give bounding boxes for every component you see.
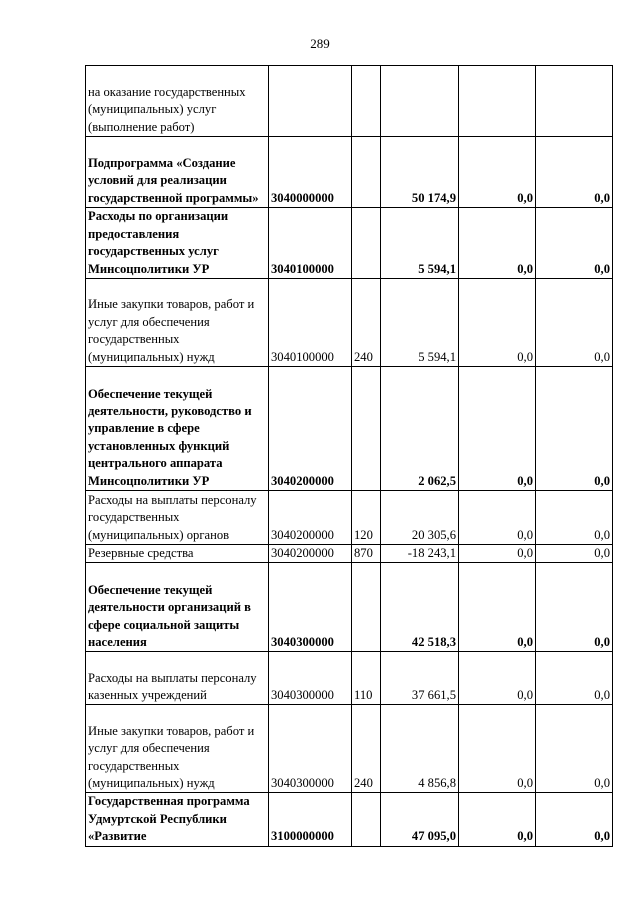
row-name: Расходы на выплаты персоналу государственных (муниципальных) органов — [86, 491, 269, 545]
row-value-3: 0,0 — [536, 563, 613, 652]
row-code — [269, 66, 352, 137]
table-row — [86, 793, 613, 846]
table-row — [86, 563, 613, 652]
row-value-3: 0,0 — [536, 279, 613, 367]
row-expense-type — [352, 563, 381, 652]
page-number: 289 — [310, 36, 330, 51]
row-expense-type — [352, 367, 381, 491]
table-row — [86, 491, 613, 545]
row-code: 3040300000 — [269, 705, 352, 793]
row-value-1: 5 594,1 — [381, 208, 459, 279]
row-value-1: 2 062,5 — [381, 367, 459, 491]
row-value-2: 0,0 — [459, 279, 536, 367]
row-code: 3040000000 — [269, 137, 352, 208]
row-value-2 — [459, 66, 536, 137]
row-code: 3040100000 — [269, 208, 352, 279]
row-expense-type: 240 — [352, 279, 381, 367]
row-name: Обеспечение текущей деятельности, руководство и управление в сфере установленных функций центрального аппарата Минсоцполитики УР — [86, 367, 269, 491]
row-expense-type: 110 — [352, 652, 381, 705]
row-value-3: 0,0 — [536, 705, 613, 793]
row-expense-type — [352, 208, 381, 279]
row-name: на оказание государственных (муниципальных) услуг (выполнение работ) — [86, 66, 269, 137]
row-expense-type: 240 — [352, 705, 381, 793]
row-value-3: 0,0 — [536, 137, 613, 208]
row-code: 3100000000 — [269, 793, 352, 846]
row-name: Резервные средства — [86, 545, 269, 563]
row-value-3: 0,0 — [536, 491, 613, 545]
row-value-2: 0,0 — [459, 137, 536, 208]
table-row — [86, 208, 613, 279]
budget-table — [85, 65, 613, 847]
row-name: Подпрограмма «Создание условий для реализации государственной программы» — [86, 137, 269, 208]
row-value-1 — [381, 66, 459, 137]
row-code: 3040200000 — [269, 491, 352, 545]
table-row — [86, 545, 613, 563]
row-expense-type: 870 — [352, 545, 381, 563]
row-value-2: 0,0 — [459, 367, 536, 491]
row-value-2: 0,0 — [459, 793, 536, 846]
row-expense-type — [352, 793, 381, 846]
row-value-1: 5 594,1 — [381, 279, 459, 367]
row-expense-type — [352, 137, 381, 208]
row-value-2: 0,0 — [459, 208, 536, 279]
row-value-2: 0,0 — [459, 705, 536, 793]
table-row — [86, 367, 613, 491]
table-row — [86, 137, 613, 208]
table-row — [86, 66, 613, 137]
row-value-3: 0,0 — [536, 367, 613, 491]
row-value-1: -18 243,1 — [381, 545, 459, 563]
table-row — [86, 705, 613, 793]
row-value-3 — [536, 66, 613, 137]
row-name: Иные закупки товаров, работ и услуг для обеспечения государственных (муниципальных) нужд — [86, 705, 269, 793]
row-value-2: 0,0 — [459, 563, 536, 652]
row-value-1: 47 095,0 — [381, 793, 459, 846]
row-value-1: 50 174,9 — [381, 137, 459, 208]
row-name: Расходы на выплаты персоналу казенных учреждений — [86, 652, 269, 705]
table-row — [86, 652, 613, 705]
row-value-3: 0,0 — [536, 793, 613, 846]
row-value-1: 20 305,6 — [381, 491, 459, 545]
row-value-3: 0,0 — [536, 208, 613, 279]
row-expense-type: 120 — [352, 491, 381, 545]
row-value-2: 0,0 — [459, 545, 536, 563]
row-code: 3040300000 — [269, 652, 352, 705]
row-value-2: 0,0 — [459, 652, 536, 705]
row-name: Иные закупки товаров, работ и услуг для обеспечения государственных (муниципальных) нужд — [86, 279, 269, 367]
row-code: 3040200000 — [269, 367, 352, 491]
row-code: 3040300000 — [269, 563, 352, 652]
row-name: Расходы по организации предоставления государственных услуг Минсоцполитики УР — [86, 208, 269, 279]
row-value-2: 0,0 — [459, 491, 536, 545]
row-value-1: 4 856,8 — [381, 705, 459, 793]
row-code: 3040100000 — [269, 279, 352, 367]
table-row — [86, 279, 613, 367]
row-value-3: 0,0 — [536, 545, 613, 563]
row-name: Государственная программа Удмуртской Республики «Развитие — [86, 793, 269, 846]
row-name: Обеспечение текущей деятельности организаций в сфере социальной защиты населения — [86, 563, 269, 652]
row-code: 3040200000 — [269, 545, 352, 563]
row-expense-type — [352, 66, 381, 137]
row-value-3: 0,0 — [536, 652, 613, 705]
row-value-1: 37 661,5 — [381, 652, 459, 705]
row-value-1: 42 518,3 — [381, 563, 459, 652]
